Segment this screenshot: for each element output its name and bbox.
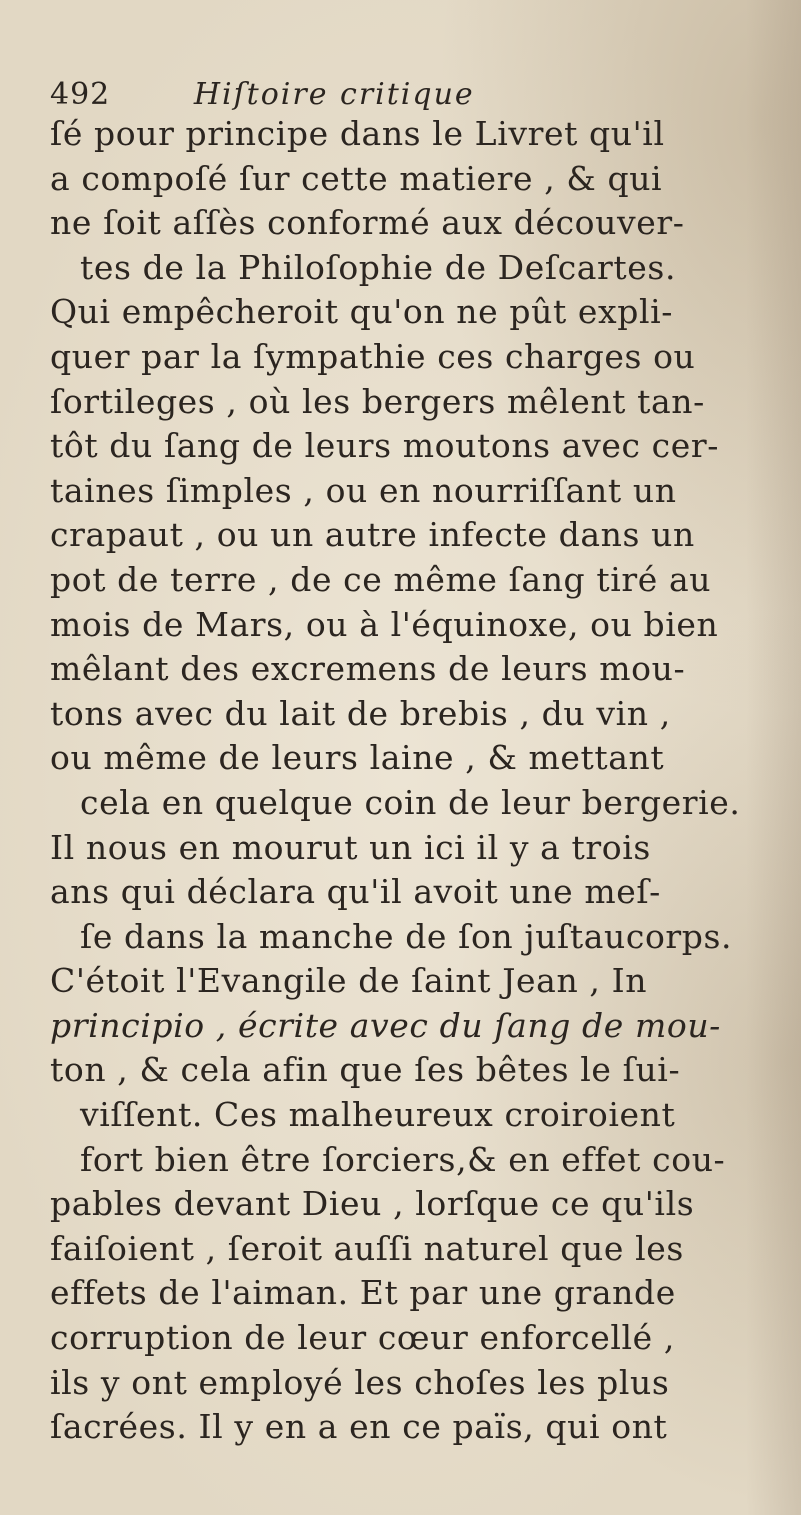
- text-line: pables devant Dieu , lorſque ce qu'ils: [50, 1184, 695, 1224]
- text-line: taines ſimples , ou en nourriſſant un: [50, 470, 677, 510]
- text-line: C'étoit l'Evangile de ſaint Jean , In: [50, 961, 648, 1001]
- text-line: ils y ont employé les choſes les plus: [50, 1362, 670, 1402]
- text-line: ou même de leurs laine , & mettant: [50, 738, 665, 778]
- text-line: Il nous en mourut un ici il y a trois: [50, 827, 651, 867]
- body-text: [50, 112, 760, 1450]
- text-line: ſortileges , où les bergers mêlent tan-: [50, 381, 705, 421]
- text-line: crapaut , ou un autre infecte dans un: [50, 515, 695, 555]
- page-number: 492: [50, 77, 111, 112]
- text-line: corruption de leur cœur enforcellé ,: [50, 1318, 675, 1358]
- text-line: quer par la ſympathie ces charges ou: [50, 336, 696, 376]
- text-line: ſé pour principe dans le Livret qu'il: [50, 114, 665, 153]
- text-line: cela en quelque coin de leur bergerie.: [80, 782, 741, 822]
- text-line: Qui empêcheroit qu'on ne pût expli-: [50, 292, 674, 332]
- text-line: mois de Mars, ou à l'équinoxe, ou bien: [50, 604, 719, 644]
- text-line: ne ſoit aſſès conformé aux découver-: [50, 203, 685, 243]
- text-line: ans qui déclara qu'il avoit une meſ-: [50, 872, 661, 912]
- text-line: tôt du ſang de leurs moutons avec cer-: [50, 426, 719, 466]
- text-line: ton , & cela afin que ſes bêtes le ſui-: [50, 1050, 681, 1090]
- running-title: Hiſtoire critique: [193, 77, 475, 112]
- text-line: tes de la Philoſophie de Deſcartes.: [80, 247, 677, 287]
- text-line: effets de l'aiman. Et par une grande: [50, 1273, 676, 1313]
- text-line: mêlant des excremens de leurs mou-: [50, 649, 686, 689]
- text-line: viſſent. Ces malheureux croiroient: [80, 1095, 676, 1135]
- text-line: tons avec du lait de brebis , du vin ,: [50, 693, 671, 733]
- text-line: faiſoient , ſeroit auſſi naturel que les: [50, 1228, 684, 1268]
- text-line: fort bien être ſorciers,& en effet cou-: [80, 1139, 726, 1179]
- text-line: pot de terre , de ce même ſang tiré au: [50, 559, 712, 599]
- text-line: a compoſé ſur cette matiere , & qui: [50, 158, 663, 198]
- text-line: ſe dans la manche de ſon juſtaucorps.: [80, 916, 733, 956]
- text-line: principio , écrite avec du ſang de mou-: [50, 1005, 721, 1045]
- text-line: ſacrées. Il y en a en ce païs, qui ont: [50, 1407, 668, 1447]
